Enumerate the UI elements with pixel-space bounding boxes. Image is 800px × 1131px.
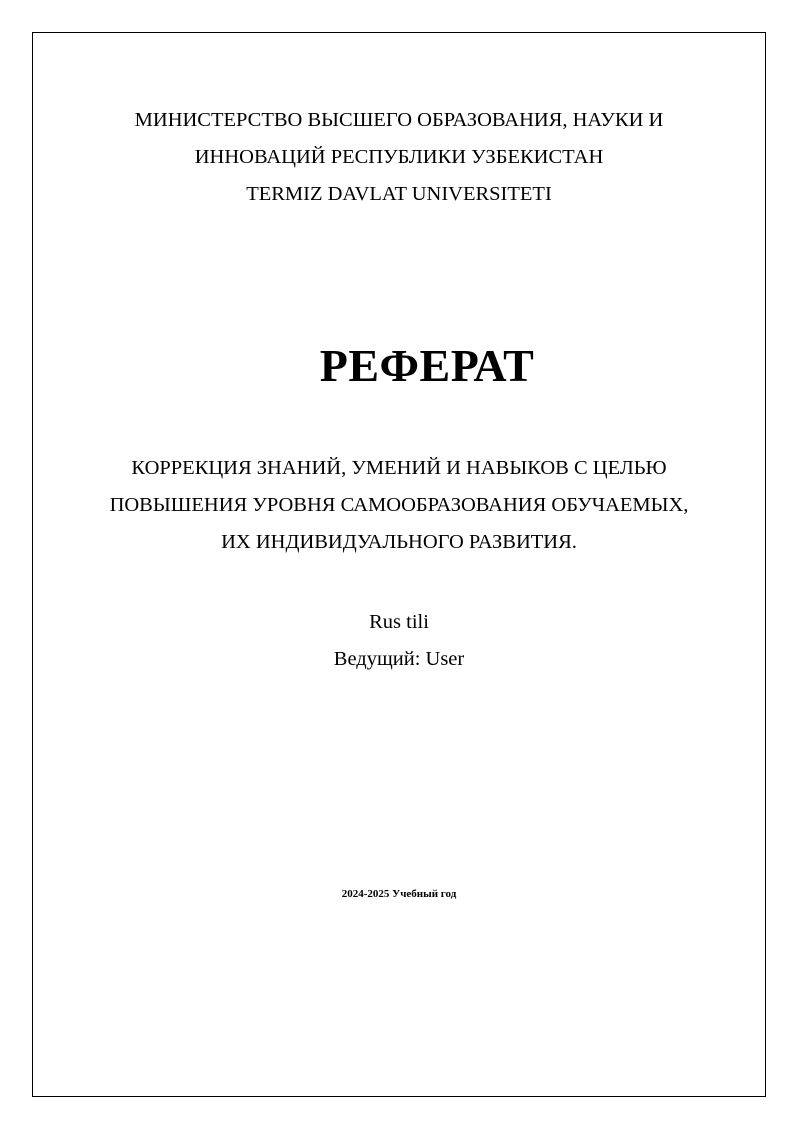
subject-block: [2, 604, 796, 678]
topic-line-1: КОРРЕКЦИЯ ЗНАНИЙ, УМЕНИЙ И НАВЫКОВ С ЦЕЛЬЮ: [131, 457, 667, 479]
academic-year: 2024-2025 Учебный год: [341, 888, 457, 900]
university-name: TERMIZ DAVLAT UNIVERSITETI: [246, 183, 552, 205]
topic-line-2: ПОВЫШЕНИЯ УРОВНЯ САМООБРАЗОВАНИЯ ОБУЧАЕМЫХ,: [109, 494, 689, 516]
topic-line-3: ИХ ИНДИВИДУАЛЬНОГО РАЗВИТИЯ.: [221, 531, 577, 553]
document-topic: [2, 450, 796, 561]
ministry-name-line-2: ИННОВАЦИЙ РЕСПУБЛИКИ УЗБЕКИСТАН: [194, 146, 604, 168]
document-type-title: РЕФЕРАТ: [319, 340, 535, 391]
presenter-name: Ведущий: User: [333, 648, 465, 670]
title-page-header: [32, 102, 766, 213]
ministry-name-line-1: МИНИСТЕРСТВО ВЫСШЕГО ОБРАЗОВАНИЯ, НАУКИ И: [134, 109, 664, 131]
subject-name: Rus tili: [369, 611, 429, 633]
